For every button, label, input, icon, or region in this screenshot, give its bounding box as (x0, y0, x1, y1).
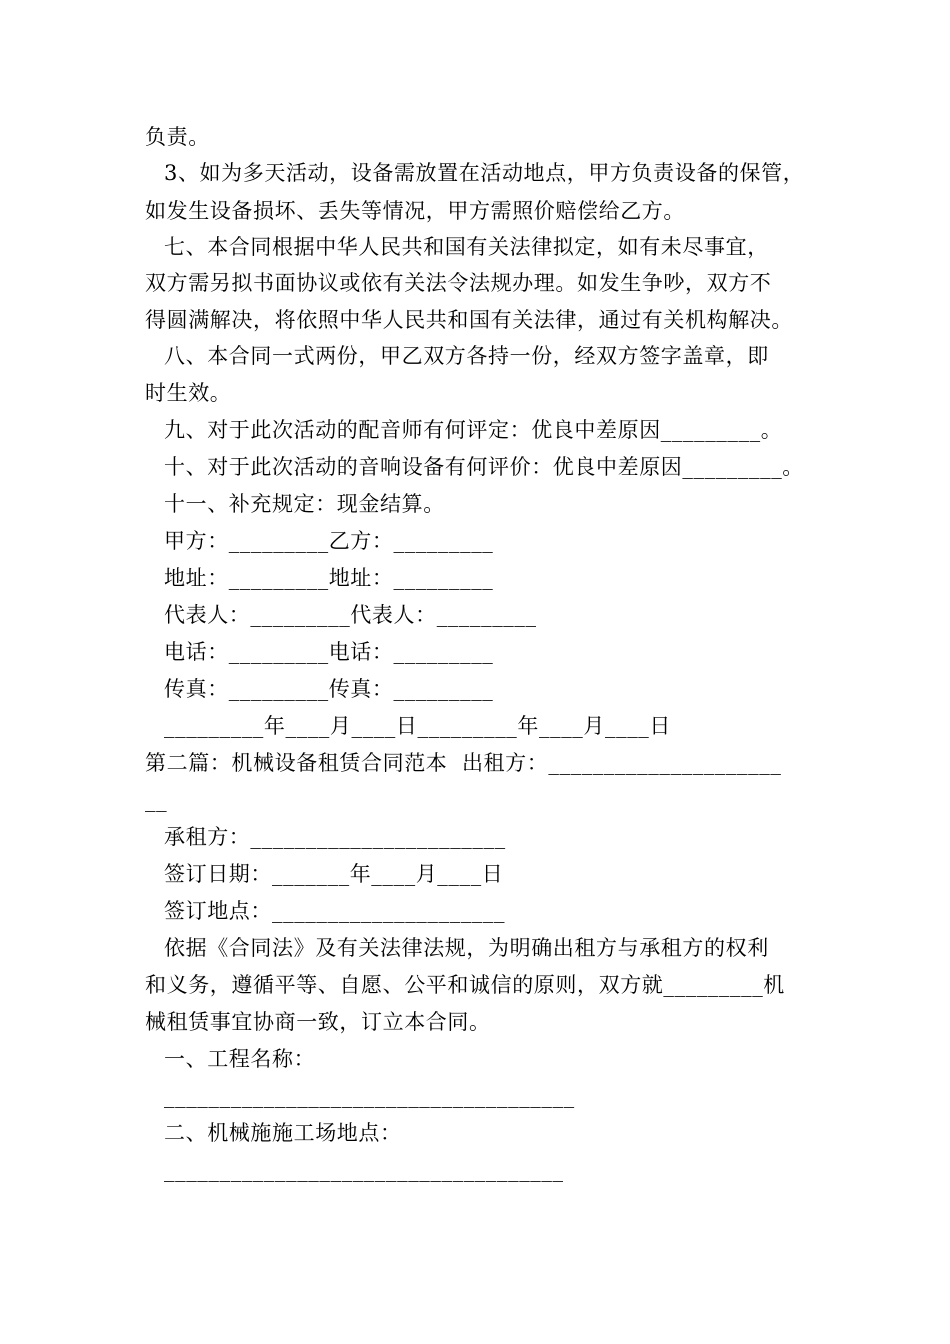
signing-date-field: 签订日期：_______年____月____日 (164, 862, 504, 886)
signature-row-representative: 代表人：_________代表人：_________ (164, 603, 537, 627)
text-line: 九、对于此次活动的配音师有何评定：优良中差原因_________。 (164, 418, 783, 442)
project-name-label: 一、工程名称： (164, 1047, 316, 1071)
site-location-label: 二、机械施施工场地点： (164, 1121, 402, 1145)
text-line: 时生效。 (145, 381, 232, 405)
site-location-blank: ____________________________________ (164, 1158, 564, 1182)
text-line: 负责。 (145, 125, 210, 149)
text-line: 依据《合同法》及有关法律法规，为明确出租方与承租方的权利 (164, 936, 769, 960)
text-line: 3、如为多天活动，设备需放置在活动地点，甲方负责设备的保管， (164, 161, 805, 185)
signature-row-party: 甲方：_________乙方：_________ (164, 529, 494, 553)
signature-row-date: _________年____月____日_________年____月____日 (164, 714, 671, 738)
signature-row-address: 地址：_________地址：_________ (164, 566, 494, 590)
text-line: 八、本合同一式两份，甲乙双方各持一份，经双方签字盖章，即 (164, 344, 769, 368)
text-line: 十、对于此次活动的音响设备有何评价：优良中差原因_________。 (164, 455, 804, 479)
text-line: 七、本合同根据中华人民共和国有关法律拟定，如有未尽事宜， (164, 235, 769, 259)
text-line: 如发生设备损坏、丢失等情况，甲方需照价赔偿给乙方。 (145, 199, 685, 223)
text-line: 械租赁事宜协商一致，订立本合同。 (145, 1010, 491, 1034)
text-line: 和义务，遵循平等、自愿、公平和诚信的原则，双方就_________机 (145, 973, 785, 997)
text-line: 十一、补充规定：现金结算。 (164, 492, 445, 516)
text-line: 双方需另拟书面协议或依有关法令法规办理。如发生争吵，双方不 (145, 271, 772, 295)
section-heading: 第二篇：机械设备租赁合同范本 出租方：_____________________ (145, 751, 782, 775)
project-name-blank: _____________________________________ (164, 1084, 575, 1108)
signature-row-fax: 传真：_________传真：_________ (164, 677, 494, 701)
text-line: 得圆满解决，将依照中华人民共和国有关法律，通过有关机构解决。 (145, 308, 793, 332)
text-line: __ (145, 788, 168, 812)
signing-place-field: 签订地点：_____________________ (164, 899, 506, 923)
lessee-field: 承租方：_______________________ (164, 825, 506, 849)
signature-row-phone: 电话：_________电话：_________ (164, 640, 494, 664)
